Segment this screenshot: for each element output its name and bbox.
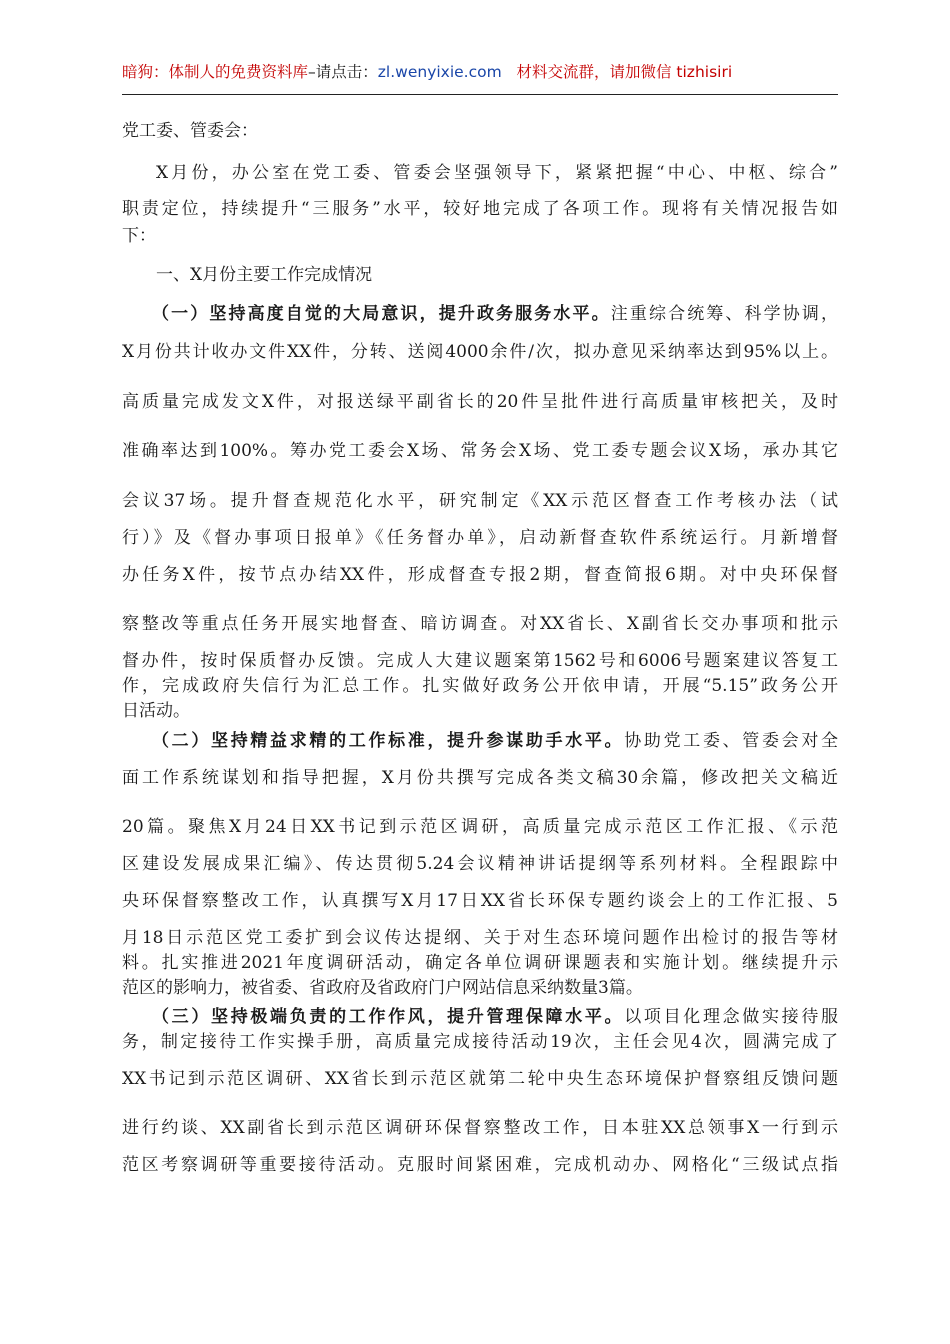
body-line: 办任务X件，按节点办结XX件，形成督查专报2期，督查简报6期。对中央环保督: [122, 565, 838, 585]
header-wechat-note: 材料交流群，请加微信 tizhisiri: [516, 63, 733, 81]
subsection-line: （二）坚持精益求精的工作标准，提升参谋助手水平。协助党工委、管委会对全: [152, 731, 838, 751]
subsection-line: （三）坚持极端负责的工作作风，提升管理保障水平。以项目化理念做实接待服: [152, 1007, 838, 1027]
body-line: X月份共计收办文件XX件，分转、送阅4000余件/次，拟办意见采纳率达到95%以上。: [122, 342, 838, 362]
body-line: XX书记到示范区调研、XX省长到示范区就第二轮中央生态环境保护督察组反馈问题: [122, 1069, 838, 1089]
body-line: 会议37场。提升督查规范化水平，研究制定《XX示范区督查工作考核办法（试: [122, 491, 838, 511]
body-line: 作，完成政府失信行为汇总工作。扎实做好政务公开依申请，开展“5.15”政务公开: [122, 676, 838, 696]
body-line: 行）》及《督办事项日报单》《任务督办单》，启动新督查软件系统运行。月新增督: [122, 528, 838, 548]
body-line: 区建设发展成果汇编》、传达贯彻5.24会议精神讲话提纲等系列材料。全程跟踪中: [122, 854, 838, 874]
body-line: 进行约谈、XX副省长到示范区调研环保督察整改工作，日本驻XX总领事X一行到示: [122, 1118, 838, 1138]
body-line: X月份，办公室在党工委、管委会坚强领导下，紧紧把握“中心、中枢、综合”: [156, 163, 838, 183]
body-line: 下：: [122, 226, 156, 246]
body-line: 日活动。: [122, 701, 190, 721]
body-line: 央环保督察整改工作，认真撰写X月17日XX省长环保专题约谈会上的工作汇报、5: [122, 891, 838, 911]
body-line: 月18日示范区党工委扩到会议传达提纲、关于对生态环境问题作出检讨的报告等材: [122, 928, 838, 948]
section-heading: 一、X月份主要工作完成情况: [156, 265, 373, 285]
body-line: 准确率达到100%。筹办党工委会X场、常务会X场、党工委专题会议X场，承办其它: [122, 441, 838, 461]
subsection-line: （一）坚持高度自觉的大局意识，提升政务服务水平。注重综合统筹、科学协调，: [152, 304, 839, 324]
page-header: [122, 60, 838, 95]
body-line: 察整改等重点任务开展实地督查、暗访调查。对XX省长、X副省长交办事项和批示: [122, 614, 838, 634]
body-line: 务，制定接待工作实操手册，高质量完成接待活动19次，主任会见4次，圆满完成了: [122, 1032, 838, 1052]
header-click-prompt: –请点击：: [308, 63, 378, 81]
body-line: 高质量完成发文X件，对报送绿平副省长的20件呈批件进行高质量审核把关，及时: [122, 392, 838, 412]
body-line: 料。扎实推进2021年度调研活动，确定各单位调研课题表和实施计划。继续提升示: [122, 953, 838, 973]
subsection-title: （二）坚持精益求精的工作标准，提升参谋助手水平。: [152, 731, 625, 751]
header-link[interactable]: zl.wenyixie.com: [377, 63, 502, 81]
header-site-name: 暗狗：体制人的免费资料库: [122, 63, 309, 81]
body-line: 范区考察调研等重要接待活动。克服时间紧困难，完成机动办、网格化“三级试点指: [122, 1155, 838, 1175]
subsection-title: （三）坚持极端负责的工作作风，提升管理保障水平。: [152, 1007, 625, 1027]
body-line: 督办件，按时保质督办反馈。完成人大建议题案第1562号和6006号题案建议答复工: [122, 651, 838, 671]
body-line: 20篇。聚焦X月24日XX书记到示范区调研，高质量完成示范区工作汇报、《示范: [122, 817, 838, 837]
salutation: 党工委、管委会：: [122, 121, 258, 141]
body-line: 范区的影响力，被省委、省政府及省政府门户网站信息采纳数量3篇。: [122, 978, 643, 998]
body-line: 面工作系统谋划和指导把握，X月份共撰写完成各类文稿30余篇，修改把关文稿近: [122, 768, 838, 788]
body-line: 职责定位，持续提升“三服务”水平，较好地完成了各项工作。现将有关情况报告如: [122, 199, 838, 219]
subsection-title: （一）坚持高度自觉的大局意识，提升政务服务水平。: [152, 304, 611, 324]
